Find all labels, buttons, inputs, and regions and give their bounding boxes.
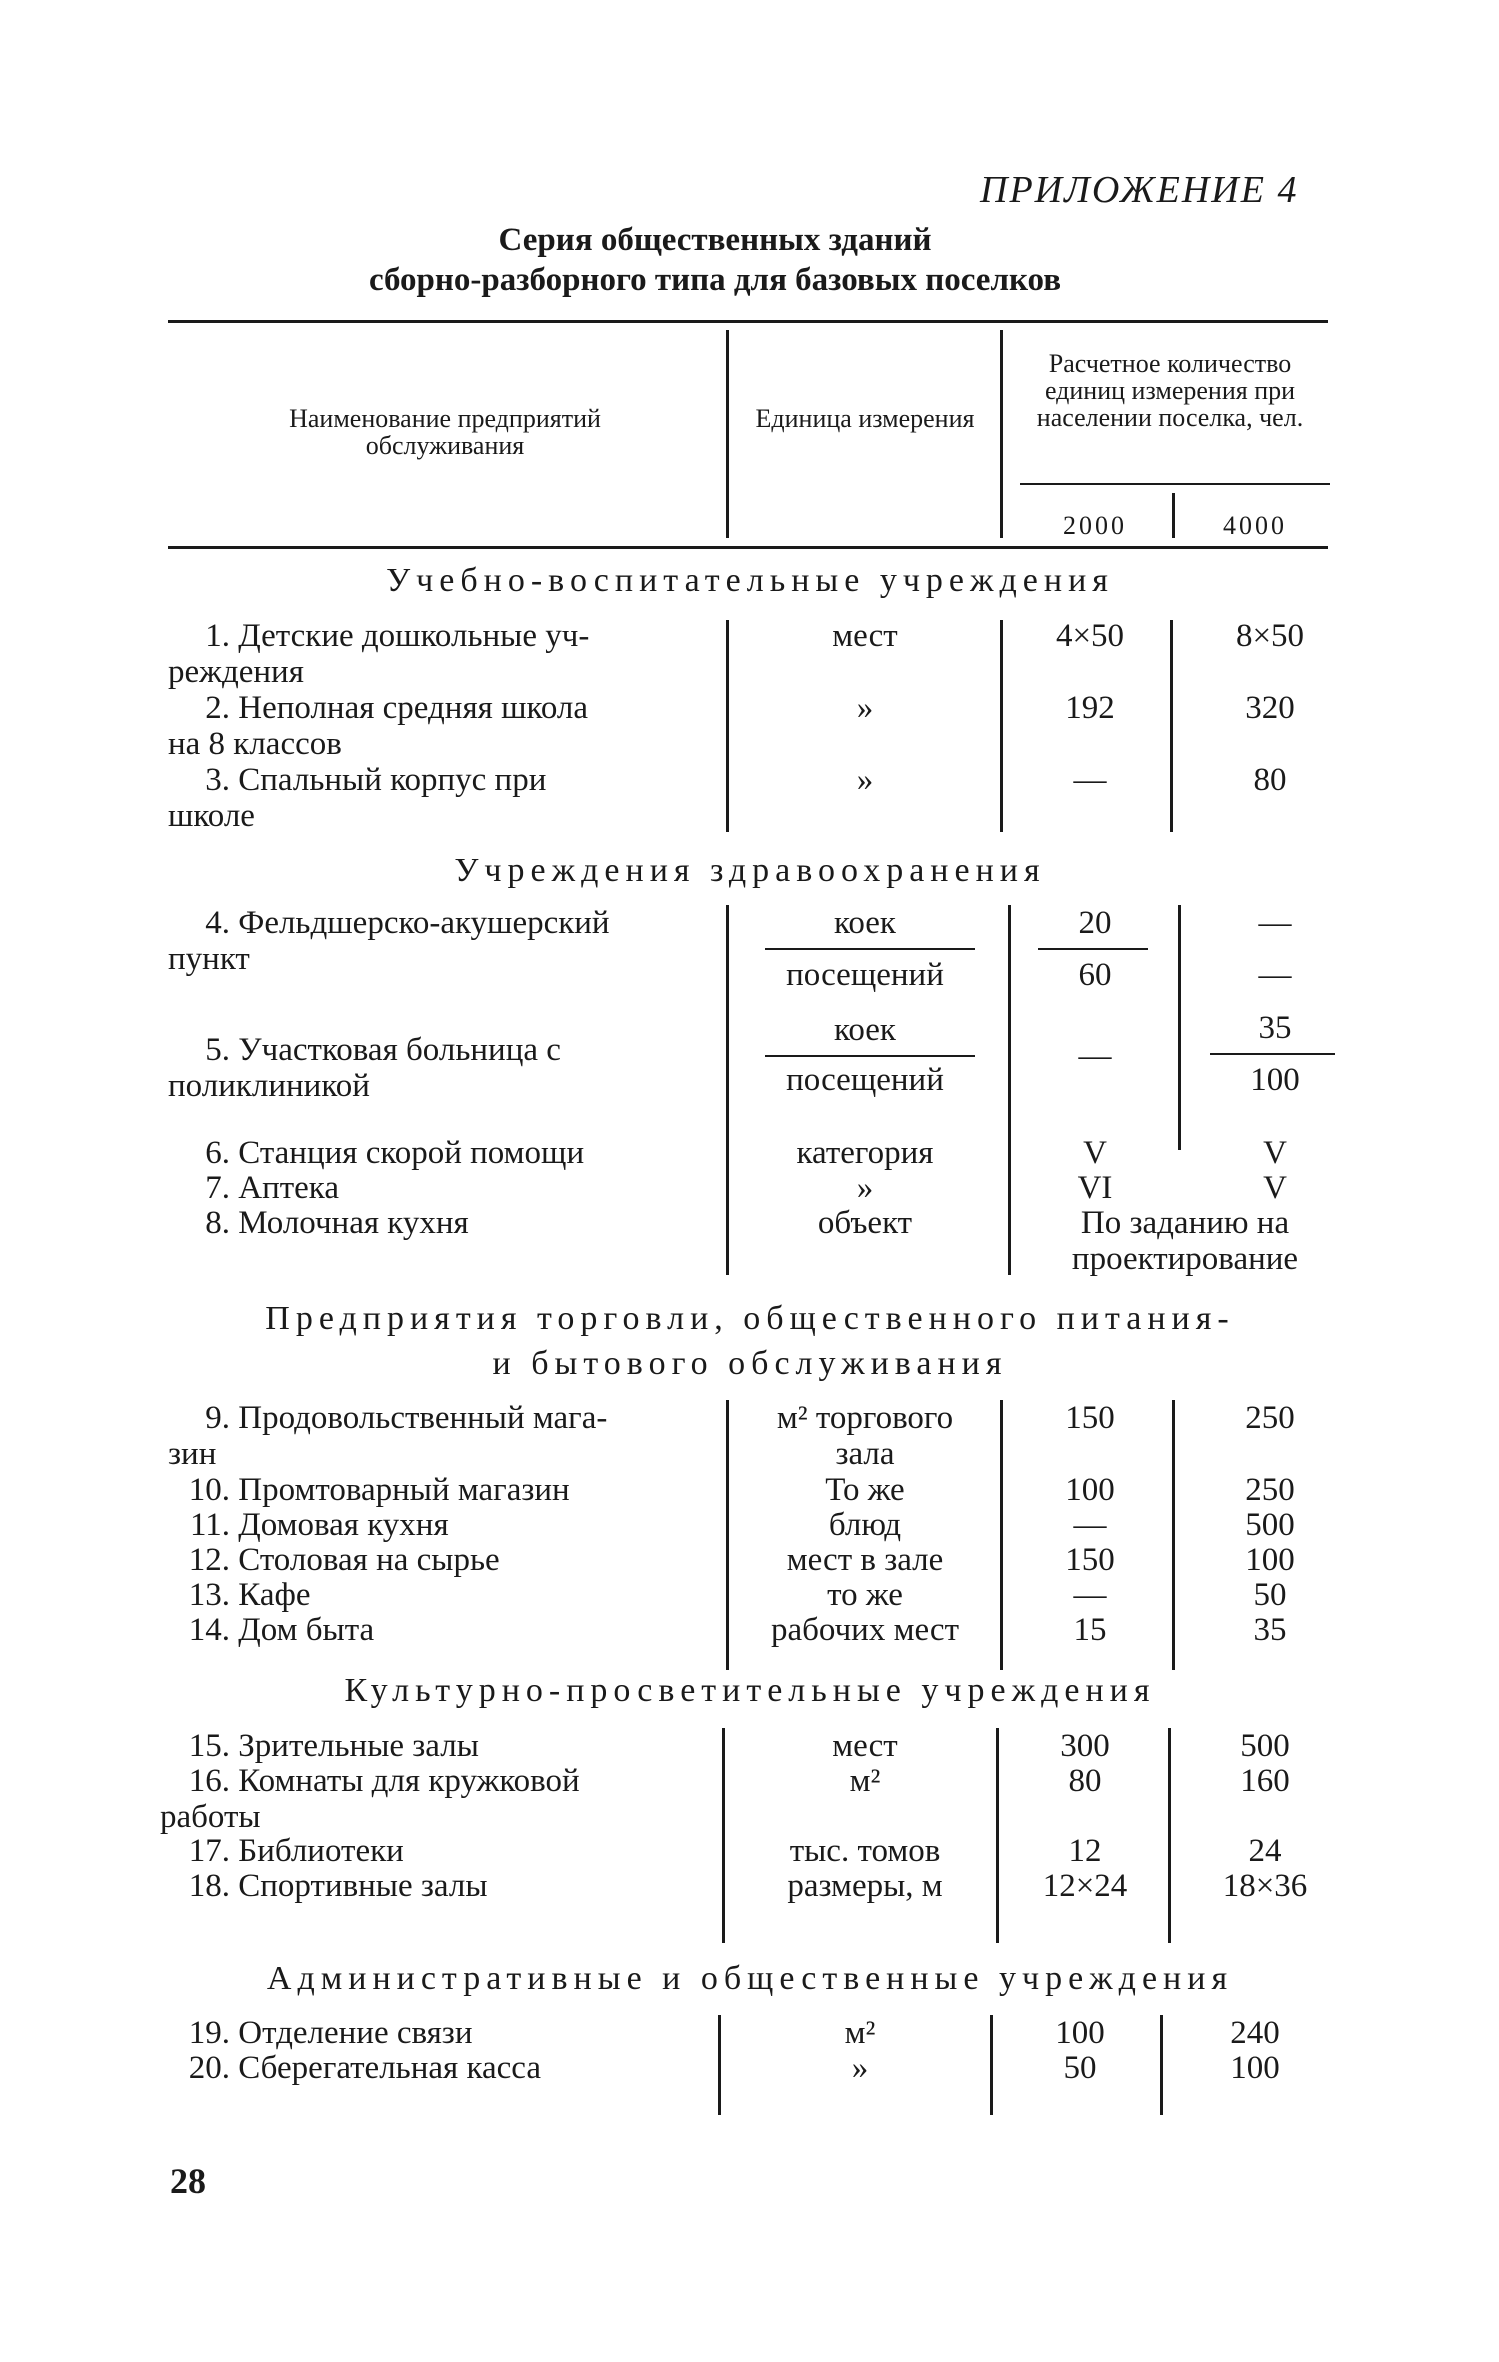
table-row: 18. Спортивные залы — [188, 1868, 488, 1904]
header-divider-2 — [1000, 330, 1003, 538]
table-row: 1. Детские дошкольные уч- реждения — [168, 618, 590, 690]
divider-s5-a — [718, 2015, 721, 2115]
value-2000: 100 — [1055, 2015, 1105, 2051]
value-2000-top: 20 — [1078, 905, 1112, 941]
table-row: 6. Станция скорой помощи — [205, 1135, 585, 1171]
value-2000: 12×24 — [1042, 1868, 1128, 1904]
value-2000: — — [1073, 762, 1107, 798]
section-trade-line-2: и бытового обслуживания — [492, 1345, 1008, 1382]
value-4000: 250 — [1245, 1472, 1295, 1508]
header-bottom-rule — [168, 546, 1328, 549]
value-2000-bottom: 60 — [1078, 957, 1112, 993]
appendix-label: ПРИЛОЖЕНИЕ 4 — [980, 169, 1299, 211]
unit-cell: размеры, м — [787, 1868, 943, 1904]
value-4000: 100 — [1245, 1542, 1295, 1578]
table-row: 10. Промтоварный магазин — [188, 1472, 570, 1508]
divider-s1-a — [726, 620, 729, 832]
value-4000: 50 — [1253, 1577, 1287, 1613]
table-row: 4. Фельдшерско-акушерский пункт — [168, 905, 610, 977]
unit-cell-bottom: посещений — [786, 1062, 944, 1098]
table-row: 16. Комнаты для кружковой работы — [160, 1763, 580, 1835]
value-merged: По заданию на проектирование — [1071, 1205, 1299, 1277]
value-2000: — — [1078, 1038, 1112, 1074]
value-4000: 160 — [1240, 1763, 1290, 1799]
title-line-2: сборно-разборного типа для базовых поселков — [368, 262, 1062, 298]
page-number: 28 — [170, 2161, 206, 2201]
value-4000: V — [1263, 1135, 1287, 1171]
unit-cell: м² — [849, 1763, 881, 1799]
table-row: 7. Аптека — [205, 1170, 339, 1206]
unit-cell: тыс. томов — [789, 1833, 941, 1869]
table-row: 14. Дом быта — [188, 1612, 375, 1648]
fraction-rule — [1210, 1053, 1335, 1055]
unit-cell: блюд — [828, 1507, 902, 1543]
unit-cell: мест — [832, 618, 898, 654]
value-2000: 150 — [1065, 1400, 1115, 1436]
value-4000: 24 — [1248, 1833, 1282, 1869]
value-2000: 15 — [1073, 1612, 1107, 1648]
unit-cell: То же — [825, 1472, 905, 1508]
section-culture: Культурно-просветительные учреждения — [344, 1672, 1156, 1709]
header-divider-1 — [726, 330, 729, 538]
unit-cell: объект — [817, 1205, 913, 1241]
value-2000: V — [1083, 1135, 1107, 1171]
value-2000: 192 — [1065, 690, 1115, 726]
value-4000: 320 — [1245, 690, 1295, 726]
divider-s3-b — [1000, 1400, 1003, 1670]
divider-s3-a — [726, 1400, 729, 1670]
divider-s4-b — [996, 1728, 999, 1943]
divider-s1-b — [1000, 620, 1003, 832]
value-4000: 8×50 — [1235, 618, 1305, 654]
value-2000: 50 — [1063, 2050, 1097, 2086]
unit-cell-bottom: посещений — [786, 957, 944, 993]
value-4000: 250 — [1245, 1400, 1295, 1436]
unit-cell: » — [856, 1170, 874, 1206]
section-education: Учебно-воспитательные учреждения — [386, 562, 1114, 599]
title-line-1: Серия общественных зданий — [498, 222, 932, 258]
value-2000: 80 — [1068, 1763, 1102, 1799]
section-administrative: Административные и общественные учреждения — [266, 1960, 1234, 1997]
section-trade: Предприятия торговли, общественного питания- — [265, 1300, 1235, 1337]
value-2000: 4×50 — [1055, 618, 1125, 654]
value-2000: 12 — [1068, 1833, 1102, 1869]
value-4000: V — [1263, 1170, 1287, 1206]
unit-cell: м² торгового зала — [776, 1400, 954, 1472]
table-row: 17. Библиотеки — [188, 1833, 404, 1869]
table-top-rule — [168, 320, 1328, 323]
value-2000: — — [1073, 1507, 1107, 1543]
table-row: 11. Домовая кухня — [189, 1507, 449, 1543]
value-2000: 100 — [1065, 1472, 1115, 1508]
header-divider-3 — [1172, 493, 1175, 538]
value-4000: 18×36 — [1222, 1868, 1308, 1904]
header-name: Наименование предприятий обслуживания — [289, 404, 601, 460]
unit-cell: рабочих мест — [770, 1612, 959, 1648]
table-row: 15. Зрительные залы — [188, 1728, 479, 1764]
unit-cell: м² — [844, 2015, 876, 2051]
unit-cell: » — [851, 2050, 869, 2086]
value-4000-bottom: 100 — [1250, 1062, 1300, 1098]
table-row: 9. Продовольственный мага- зин — [168, 1400, 608, 1472]
divider-s2-a — [726, 905, 729, 1275]
value-4000: 240 — [1230, 2015, 1280, 2051]
header-col-2000: 2000 — [1063, 511, 1127, 540]
unit-cell: » — [856, 690, 874, 726]
fraction-rule — [765, 1055, 975, 1057]
unit-cell: мест в зале — [786, 1542, 944, 1578]
unit-cell-top: коек — [834, 1012, 896, 1048]
value-2000: — — [1073, 1577, 1107, 1613]
fraction-rule — [1038, 948, 1148, 950]
value-4000: 500 — [1245, 1507, 1295, 1543]
value-2000: VI — [1077, 1170, 1113, 1206]
header-unit: Единица измерения — [755, 404, 975, 433]
unit-cell: мест — [832, 1728, 898, 1764]
unit-cell: категория — [796, 1135, 934, 1171]
table-row: 8. Молочная кухня — [205, 1205, 469, 1241]
table-row: 19. Отделение связи — [188, 2015, 473, 2051]
value-4000-top: — — [1258, 905, 1292, 941]
value-4000: 35 — [1253, 1612, 1287, 1648]
table-row: 3. Спальный корпус при школе — [168, 762, 547, 834]
fraction-rule — [765, 948, 975, 950]
table-row: 5. Участковая больница с поликлиникой — [168, 1032, 561, 1104]
unit-cell-top: коек — [834, 905, 896, 941]
value-2000: 300 — [1060, 1728, 1110, 1764]
table-row: 20. Сберегательная касса — [188, 2050, 541, 2086]
value-4000: 100 — [1230, 2050, 1280, 2086]
header-calc: Расчетное количество единиц измерения при населении поселка, чел. — [1036, 349, 1304, 432]
value-4000-top: 35 — [1258, 1010, 1292, 1046]
value-4000: 80 — [1253, 762, 1287, 798]
divider-s4-a — [722, 1728, 725, 1943]
value-4000: 500 — [1240, 1728, 1290, 1764]
value-4000-bottom: — — [1258, 957, 1292, 993]
table-row: 12. Столовая на сырье — [188, 1542, 500, 1578]
value-2000: 150 — [1065, 1542, 1115, 1578]
table-row: 2. Неполная средняя школа на 8 классов — [168, 690, 589, 762]
table-row: 13. Кафе — [188, 1577, 311, 1613]
unit-cell: то же — [827, 1577, 903, 1613]
unit-cell: » — [856, 762, 874, 798]
section-health: Учреждения здравоохранения — [454, 852, 1046, 889]
header-col-4000: 4000 — [1223, 511, 1287, 540]
header-sub-rule — [1020, 483, 1330, 485]
divider-s5-b — [990, 2015, 993, 2115]
